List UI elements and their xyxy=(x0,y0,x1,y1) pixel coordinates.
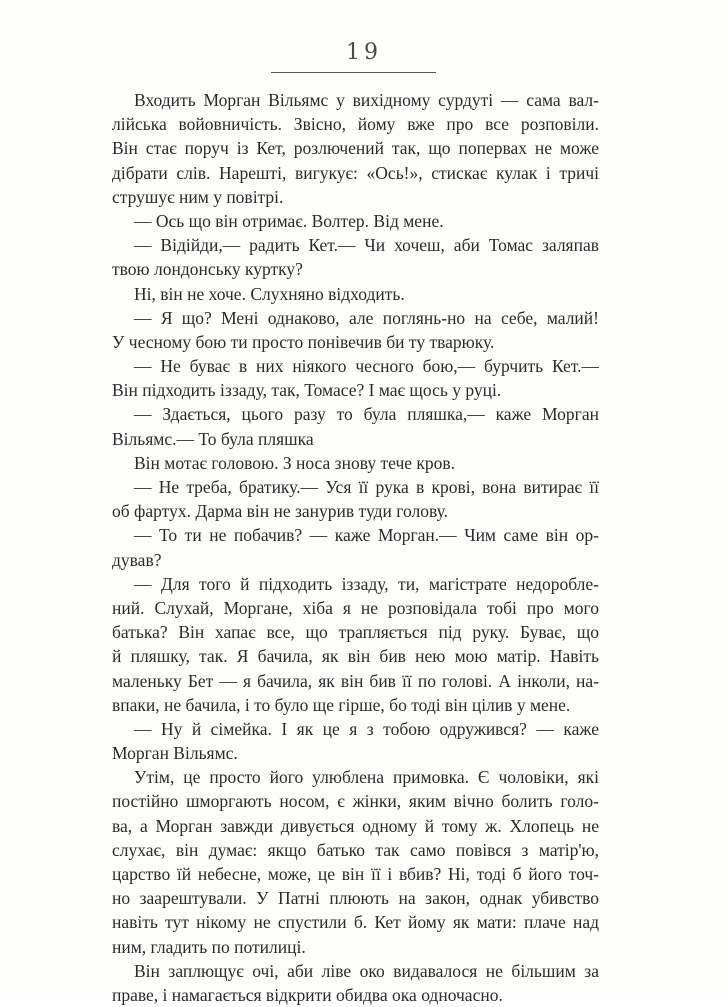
text-line: царство їй небесне, може, це він її і вбив? Ні, тоді б його точ- xyxy=(112,864,599,884)
text-line: праве, і намагається відкрити обидва ока одночасно. xyxy=(112,984,503,1005)
text-line: слухає, він думає: якщо батько так само повівся з матір'ю, xyxy=(112,839,599,860)
text-line: У чесному бою ти просто понівечив би ту тварюку. xyxy=(112,331,495,352)
text-line: — То ти не побачив? — каже Морган.— Чим саме він ор- xyxy=(134,525,599,546)
text-line: впаки, не бачила, і то було ще гірше, бо тоді він цілив у мене. xyxy=(112,694,571,715)
text-line: Він стає поруч із Кет, розлючений так, що поперваx не може xyxy=(112,138,599,159)
text-line: маленьку Бет — я бачила, як він бив її по голові. А інколи, на- xyxy=(112,670,599,691)
body-text xyxy=(112,88,599,1007)
text-line: — Здається, цього разу то була пляшка,— каже Морган xyxy=(134,404,599,425)
text-line: ним, гладить по потилиці. xyxy=(112,936,306,957)
text-line: Вільямс.— То була пляшка xyxy=(112,428,314,449)
text-line: Він мотає головою. З носа знову тече кров. xyxy=(134,452,456,473)
text-line: ний. Слухай, Моргане, хіба я не розповідала тобі про мого xyxy=(112,597,599,618)
text-line: й пляшку, так. Я бачила, як він бив нею мою матір. Навіть xyxy=(112,646,599,667)
text-line: — Не треба, братику.— Уся її рука в крові, вона витирає її xyxy=(134,477,599,497)
text-line: Він заплющує очі, аби ліве око видавалося не більшим за xyxy=(134,960,599,981)
text-line: Морган Вільямс. xyxy=(112,743,238,764)
text-line: — Ось що він отримає. Волтер. Від мене. xyxy=(134,210,444,231)
text-line: — Ну й сімейка. І як це я з тобою одружився? — каже xyxy=(134,718,599,739)
text-line: — Відійди,— радить Кет.— Чи хочеш, аби Томас заляпав xyxy=(134,235,599,256)
text-line: навіть тут нікому не спустили б. Кет йому як мати: плаче над xyxy=(112,912,599,933)
text-line: ва, а Морган завжди дивується одному й тому ж. Хлопець не xyxy=(112,815,599,836)
page-number: 19 xyxy=(346,40,382,65)
text-line: — Я що? Мені однаково, але поглянь-но на себе, малий! xyxy=(134,307,599,328)
text-line: дував? xyxy=(112,549,162,570)
text-line: Ні, він не хоче. Слухняно відходить. xyxy=(134,283,405,304)
text-line: постійно шморгають носом, є жінки, яким вічно болить голо- xyxy=(112,791,599,812)
text-line: Він підходить іззаду, так, Томасе? І має щось у руці. xyxy=(112,380,502,401)
text-line: лійська войовничість. Звісно, йому вже про все розповіли. xyxy=(112,114,599,135)
text-line: Входить Морган Вільямс у вихідному сурдуті — сама вал- xyxy=(134,90,599,110)
text-line: дібрати слів. Нарешті, вигукує: «Ось!», стискає кулак і тричі xyxy=(112,162,599,183)
text-line: но заарештували. У Патні плюють на закон, однак убивство xyxy=(112,888,599,909)
text-line: Утім, це просто його улюблена примовка. Є чоловіки, які xyxy=(134,767,599,788)
text-line: струшує ним у повітрі. xyxy=(112,186,284,207)
text-line: — Для того й підходить іззаду, ти, магістрате недороблe- xyxy=(134,573,599,594)
text-line: — Не буває в них ніякого чесного бою,— бурчить Кет.— xyxy=(134,356,599,377)
header-rule xyxy=(271,72,436,73)
text-line: об фартух. Дарма він не занурив туди голову. xyxy=(112,501,449,522)
text-line: батька? Він хапає все, що трапляється під руку. Буває, що xyxy=(112,622,599,643)
text-line: твою лондонську куртку? xyxy=(112,259,303,280)
